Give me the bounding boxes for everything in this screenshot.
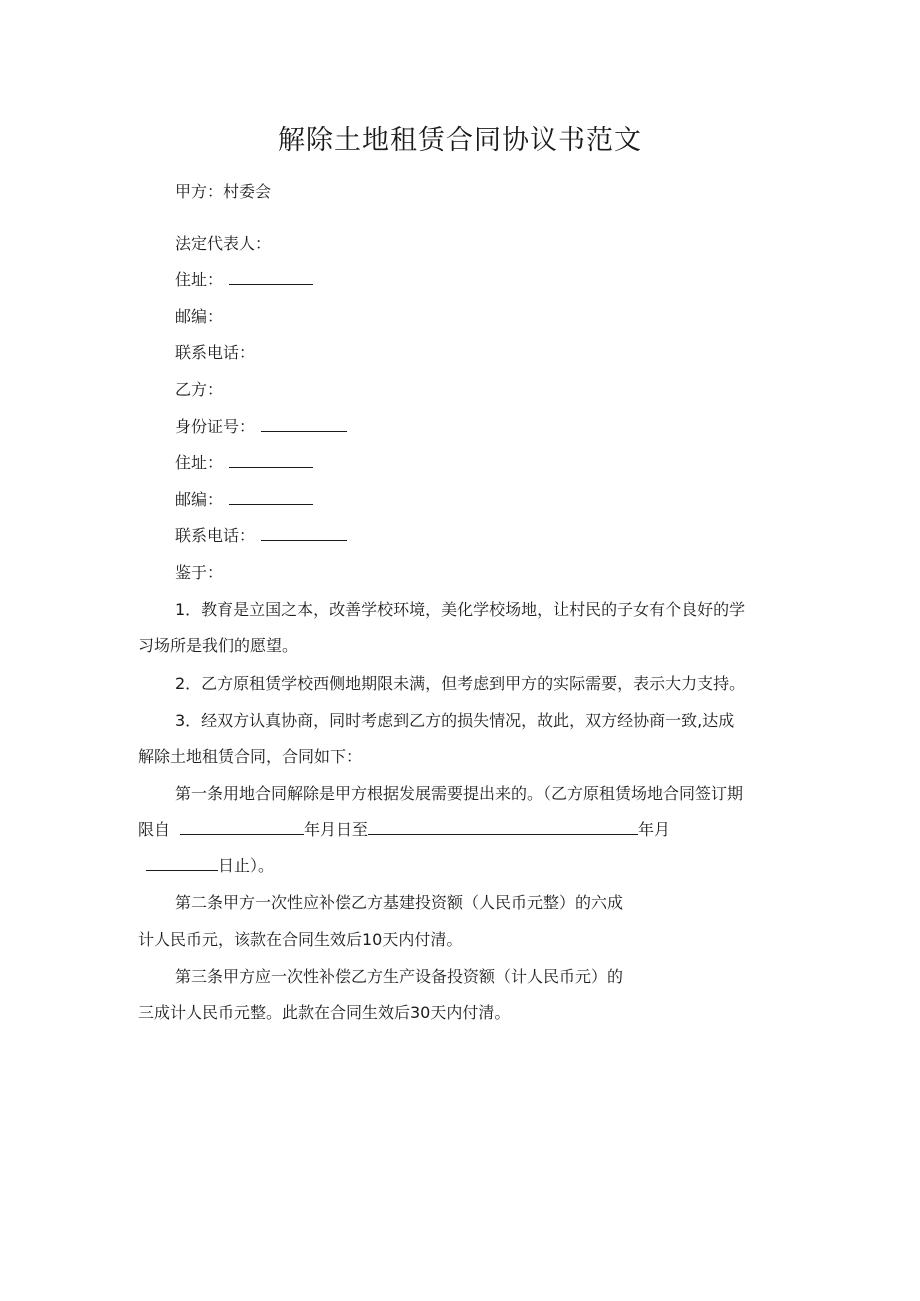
article1-suffix: 年月: [638, 820, 671, 839]
article1-end: 日止）。: [218, 856, 275, 875]
party-b-id-blank: [261, 416, 347, 432]
party-a-postcode: 邮编：: [175, 307, 224, 326]
item2-line: 2．乙方原租赁学校西侧地期限未满，但考虑到甲方的实际需要，表示大力支持。: [175, 674, 746, 693]
article2-line2: 计人民币元，该款在合同生效后10天内付清。: [138, 930, 463, 949]
item3-line1: 3．经双方认真协商，同时考虑到乙方的损失情况，故此，双方经协商一致,达成: [175, 711, 735, 730]
party-b-id-line: [175, 416, 347, 438]
article3-line1: 第三条甲方应一次性补偿乙方生产设备投资额（计人民币元）的: [175, 967, 624, 986]
party-b-id-label: 身份证号：: [175, 417, 256, 436]
document-title: 解除土地租赁合同协议书范文: [278, 125, 642, 156]
party-a-legal-rep: 法定代表人：: [175, 234, 272, 253]
party-a-address-line: [175, 269, 313, 291]
party-b-phone-blank: [261, 525, 347, 541]
party-b-address-blank: [229, 452, 313, 468]
article1-line2: [138, 819, 670, 841]
item1-line1: 1．教育是立国之本，改善学校环境，美化学校场地，让村民的子女有个良好的学: [175, 600, 746, 619]
party-a-address-blank: [229, 269, 313, 285]
article1-day-blank: [146, 855, 218, 871]
article1-end-date-blank: [368, 819, 638, 835]
article1-line1: 第一条用地合同解除是甲方根据发展需要提出来的。（乙方原租赁场地合同签订期: [175, 784, 744, 803]
party-a-phone: 联系电话：: [175, 343, 256, 362]
party-b-postcode-line: [175, 489, 313, 511]
article3-line2: 三成计人民币元整。此款在合同生效后30天内付清。: [138, 1003, 511, 1022]
party-b-postcode-blank: [229, 489, 313, 505]
party-b-address-label: 住址：: [175, 453, 224, 472]
article2-line1: 第二条甲方一次性应补偿乙方基建投资额（人民币元整）的六成: [175, 893, 624, 912]
party-b-phone-label: 联系电话：: [175, 526, 256, 545]
item3-line2: 解除土地租赁合同，合同如下：: [138, 747, 363, 766]
item1-line2: 习场所是我们的愿望。: [138, 636, 299, 655]
party-b-postcode-label: 邮编：: [175, 490, 224, 509]
article1-start-date-blank: [180, 819, 304, 835]
article1-line3: [146, 855, 274, 877]
article1-prefix: 限自: [138, 820, 171, 839]
party-b-address-line: [175, 452, 313, 474]
party-b-phone-line: [175, 525, 347, 547]
party-a-address-label: 住址：: [175, 270, 224, 289]
article1-mid: 年月日至: [304, 820, 369, 839]
party-b-header: 乙方：: [175, 380, 224, 399]
party-a-header: 甲方：村委会: [175, 182, 272, 201]
whereas-heading: 鉴于：: [175, 563, 224, 582]
